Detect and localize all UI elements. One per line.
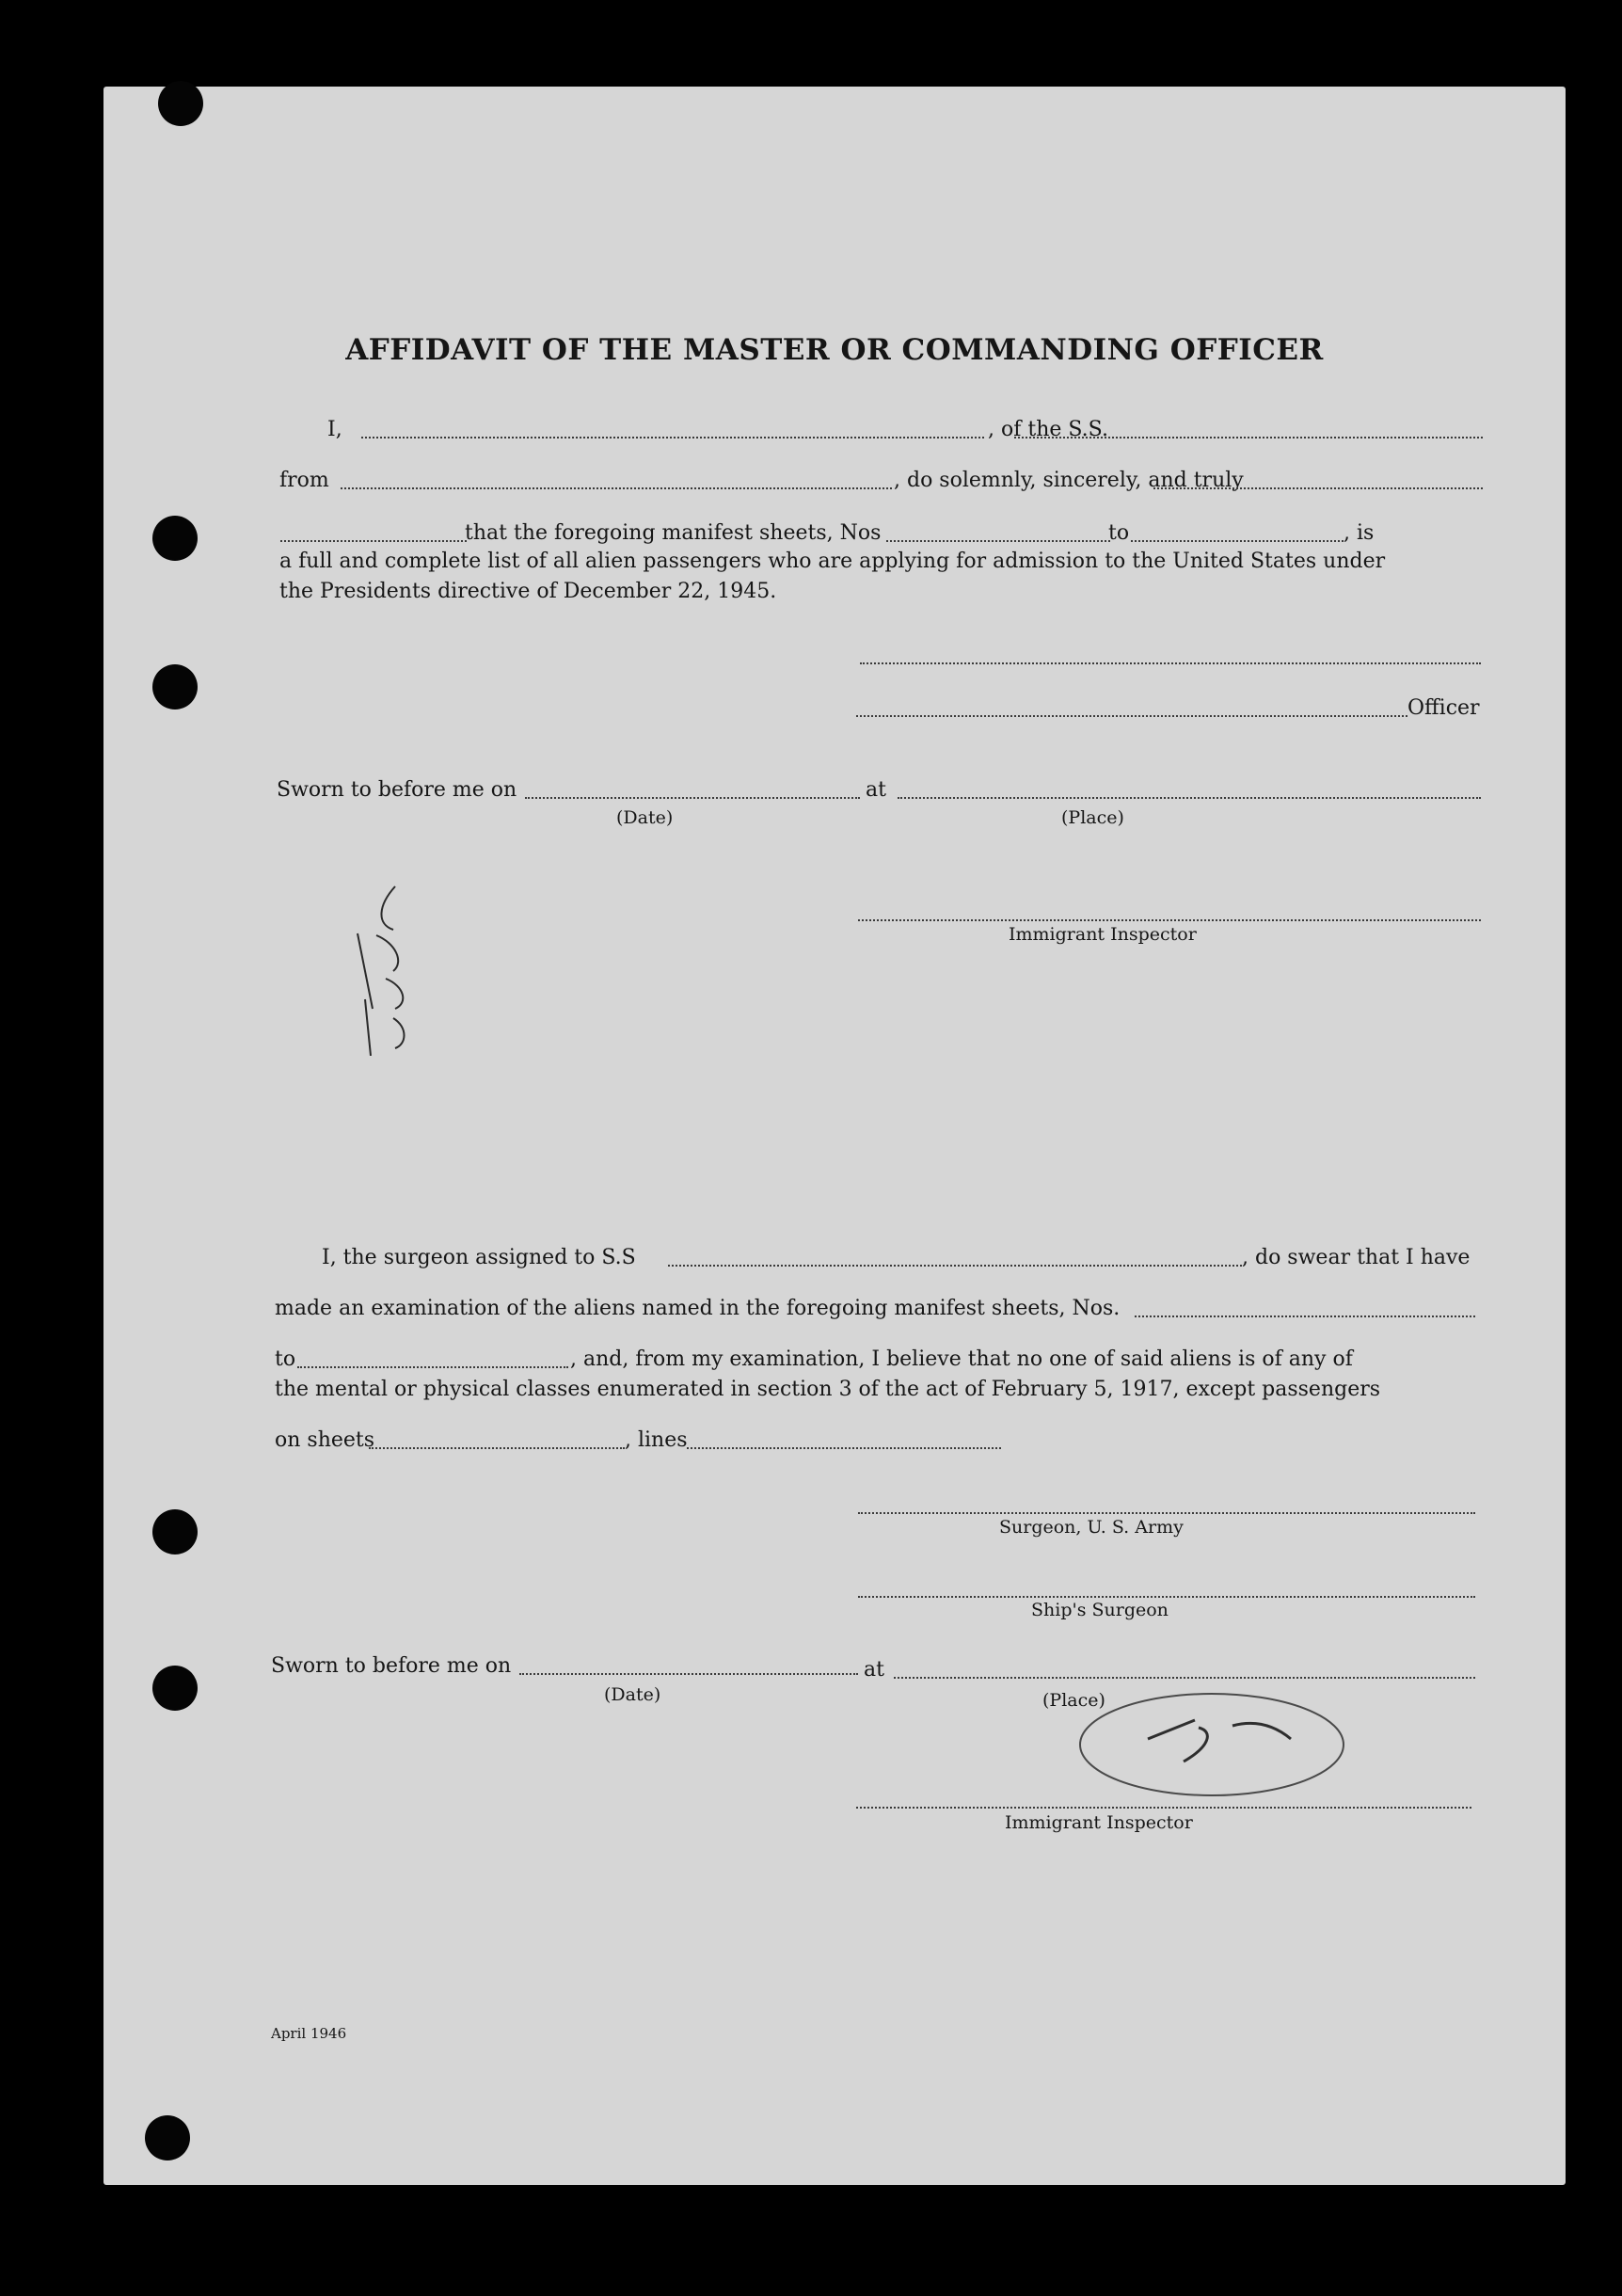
surgeon-line2-text: made an examination of the aliens named in the foregoing manifest sheets, Nos. — [275, 1297, 1121, 1320]
punch-hole — [152, 516, 198, 561]
master-name-field[interactable] — [361, 437, 984, 438]
officer-label: Officer — [1407, 696, 1480, 720]
master-officer-field[interactable] — [856, 715, 1407, 717]
surgeon-nos-to-field[interactable] — [297, 1366, 568, 1368]
surgeon-at-label: at — [864, 1658, 884, 1682]
master-i-label: I, — [327, 418, 342, 441]
master-from-label: from — [279, 469, 329, 492]
master-place-caption: (Place) — [1061, 807, 1124, 828]
punch-hole — [152, 664, 198, 710]
punch-hole — [152, 1666, 198, 1711]
master-at-label: at — [866, 778, 886, 802]
master-oath-field[interactable] — [280, 540, 467, 542]
master-text-line5: the Presidents directive of December 22, 1945. — [279, 580, 777, 603]
surgeon-sworn-date-field[interactable] — [519, 1673, 858, 1675]
form-title: AFFIDAVIT OF THE MASTER OR COMMANDING OFFICER — [345, 333, 1324, 367]
master-from-field[interactable] — [341, 487, 892, 489]
surgeon-army-signature-field[interactable] — [858, 1512, 1475, 1514]
master-nos-to-field[interactable] — [1131, 540, 1344, 542]
master-inspector-field[interactable] — [858, 919, 1481, 921]
surgeon-date-caption: (Date) — [604, 1684, 661, 1705]
handwritten-pencil-mark — [339, 877, 442, 1056]
master-nos-from-field[interactable] — [886, 540, 1110, 542]
punch-hole — [152, 1509, 198, 1555]
surgeon-inspector-caption: Immigrant Inspector — [1005, 1812, 1193, 1833]
surgeon-sheets-field[interactable] — [369, 1447, 625, 1449]
surgeon-lines-label: , lines — [625, 1428, 688, 1452]
master-is-label: , is — [1344, 521, 1375, 545]
surgeon-line4-text: the mental or physical classes enumerated in section 3 of the act of February 5, 1917, except passengers — [275, 1378, 1381, 1401]
surgeon-sworn-place-field[interactable] — [894, 1677, 1475, 1679]
surgeon-line3-text: , and, from my examination, I believe that no one of said aliens is of any of — [570, 1347, 1353, 1371]
form-date-footer: April 1946 — [271, 2025, 347, 2042]
surgeon-ship-field[interactable] — [668, 1265, 1242, 1267]
master-signature-field[interactable] — [860, 662, 1481, 664]
surgeon-place-caption: (Place) — [1042, 1690, 1105, 1711]
master-sworn-date-field[interactable] — [525, 797, 860, 799]
master-swear-label: , do solemnly, sincerely, and truly — [894, 469, 1244, 492]
punch-hole — [145, 2115, 190, 2160]
master-manifest-label: that the foregoing manifest sheets, Nos — [465, 521, 882, 545]
surgeon-line1-label: I, the surgeon assigned to S.S — [322, 1246, 636, 1269]
master-sworn-place-field[interactable] — [898, 797, 1481, 799]
circled-handwritten-mark — [1073, 1686, 1355, 1809]
surgeon-to-label: to — [275, 1347, 296, 1371]
form-page — [103, 87, 1566, 2185]
master-swear-field[interactable] — [1153, 487, 1483, 489]
surgeon-nos-from-field[interactable] — [1135, 1315, 1475, 1317]
surgeon-sheets-label: on sheets — [275, 1428, 375, 1452]
master-date-caption: (Date) — [616, 807, 674, 828]
master-inspector-caption: Immigrant Inspector — [1009, 924, 1197, 945]
surgeon-swear-label: , do swear that I have — [1242, 1246, 1471, 1269]
surgeon-sworn-label: Sworn to before me on — [271, 1654, 512, 1678]
master-ship-field[interactable] — [1014, 437, 1483, 438]
master-ss-label: , of the S.S. — [988, 418, 1108, 441]
master-text-line4: a full and complete list of all alien passengers who are applying for admission to the United States under — [279, 550, 1386, 573]
surgeon-army-caption: Surgeon, U. S. Army — [999, 1517, 1184, 1538]
master-to-label: to — [1108, 521, 1130, 545]
punch-hole — [158, 81, 203, 126]
master-sworn-label: Sworn to before me on — [277, 778, 517, 802]
ship-surgeon-caption: Ship's Surgeon — [1031, 1600, 1169, 1620]
surgeon-inspector-field[interactable] — [856, 1807, 1471, 1809]
surgeon-lines-field[interactable] — [687, 1447, 1001, 1449]
